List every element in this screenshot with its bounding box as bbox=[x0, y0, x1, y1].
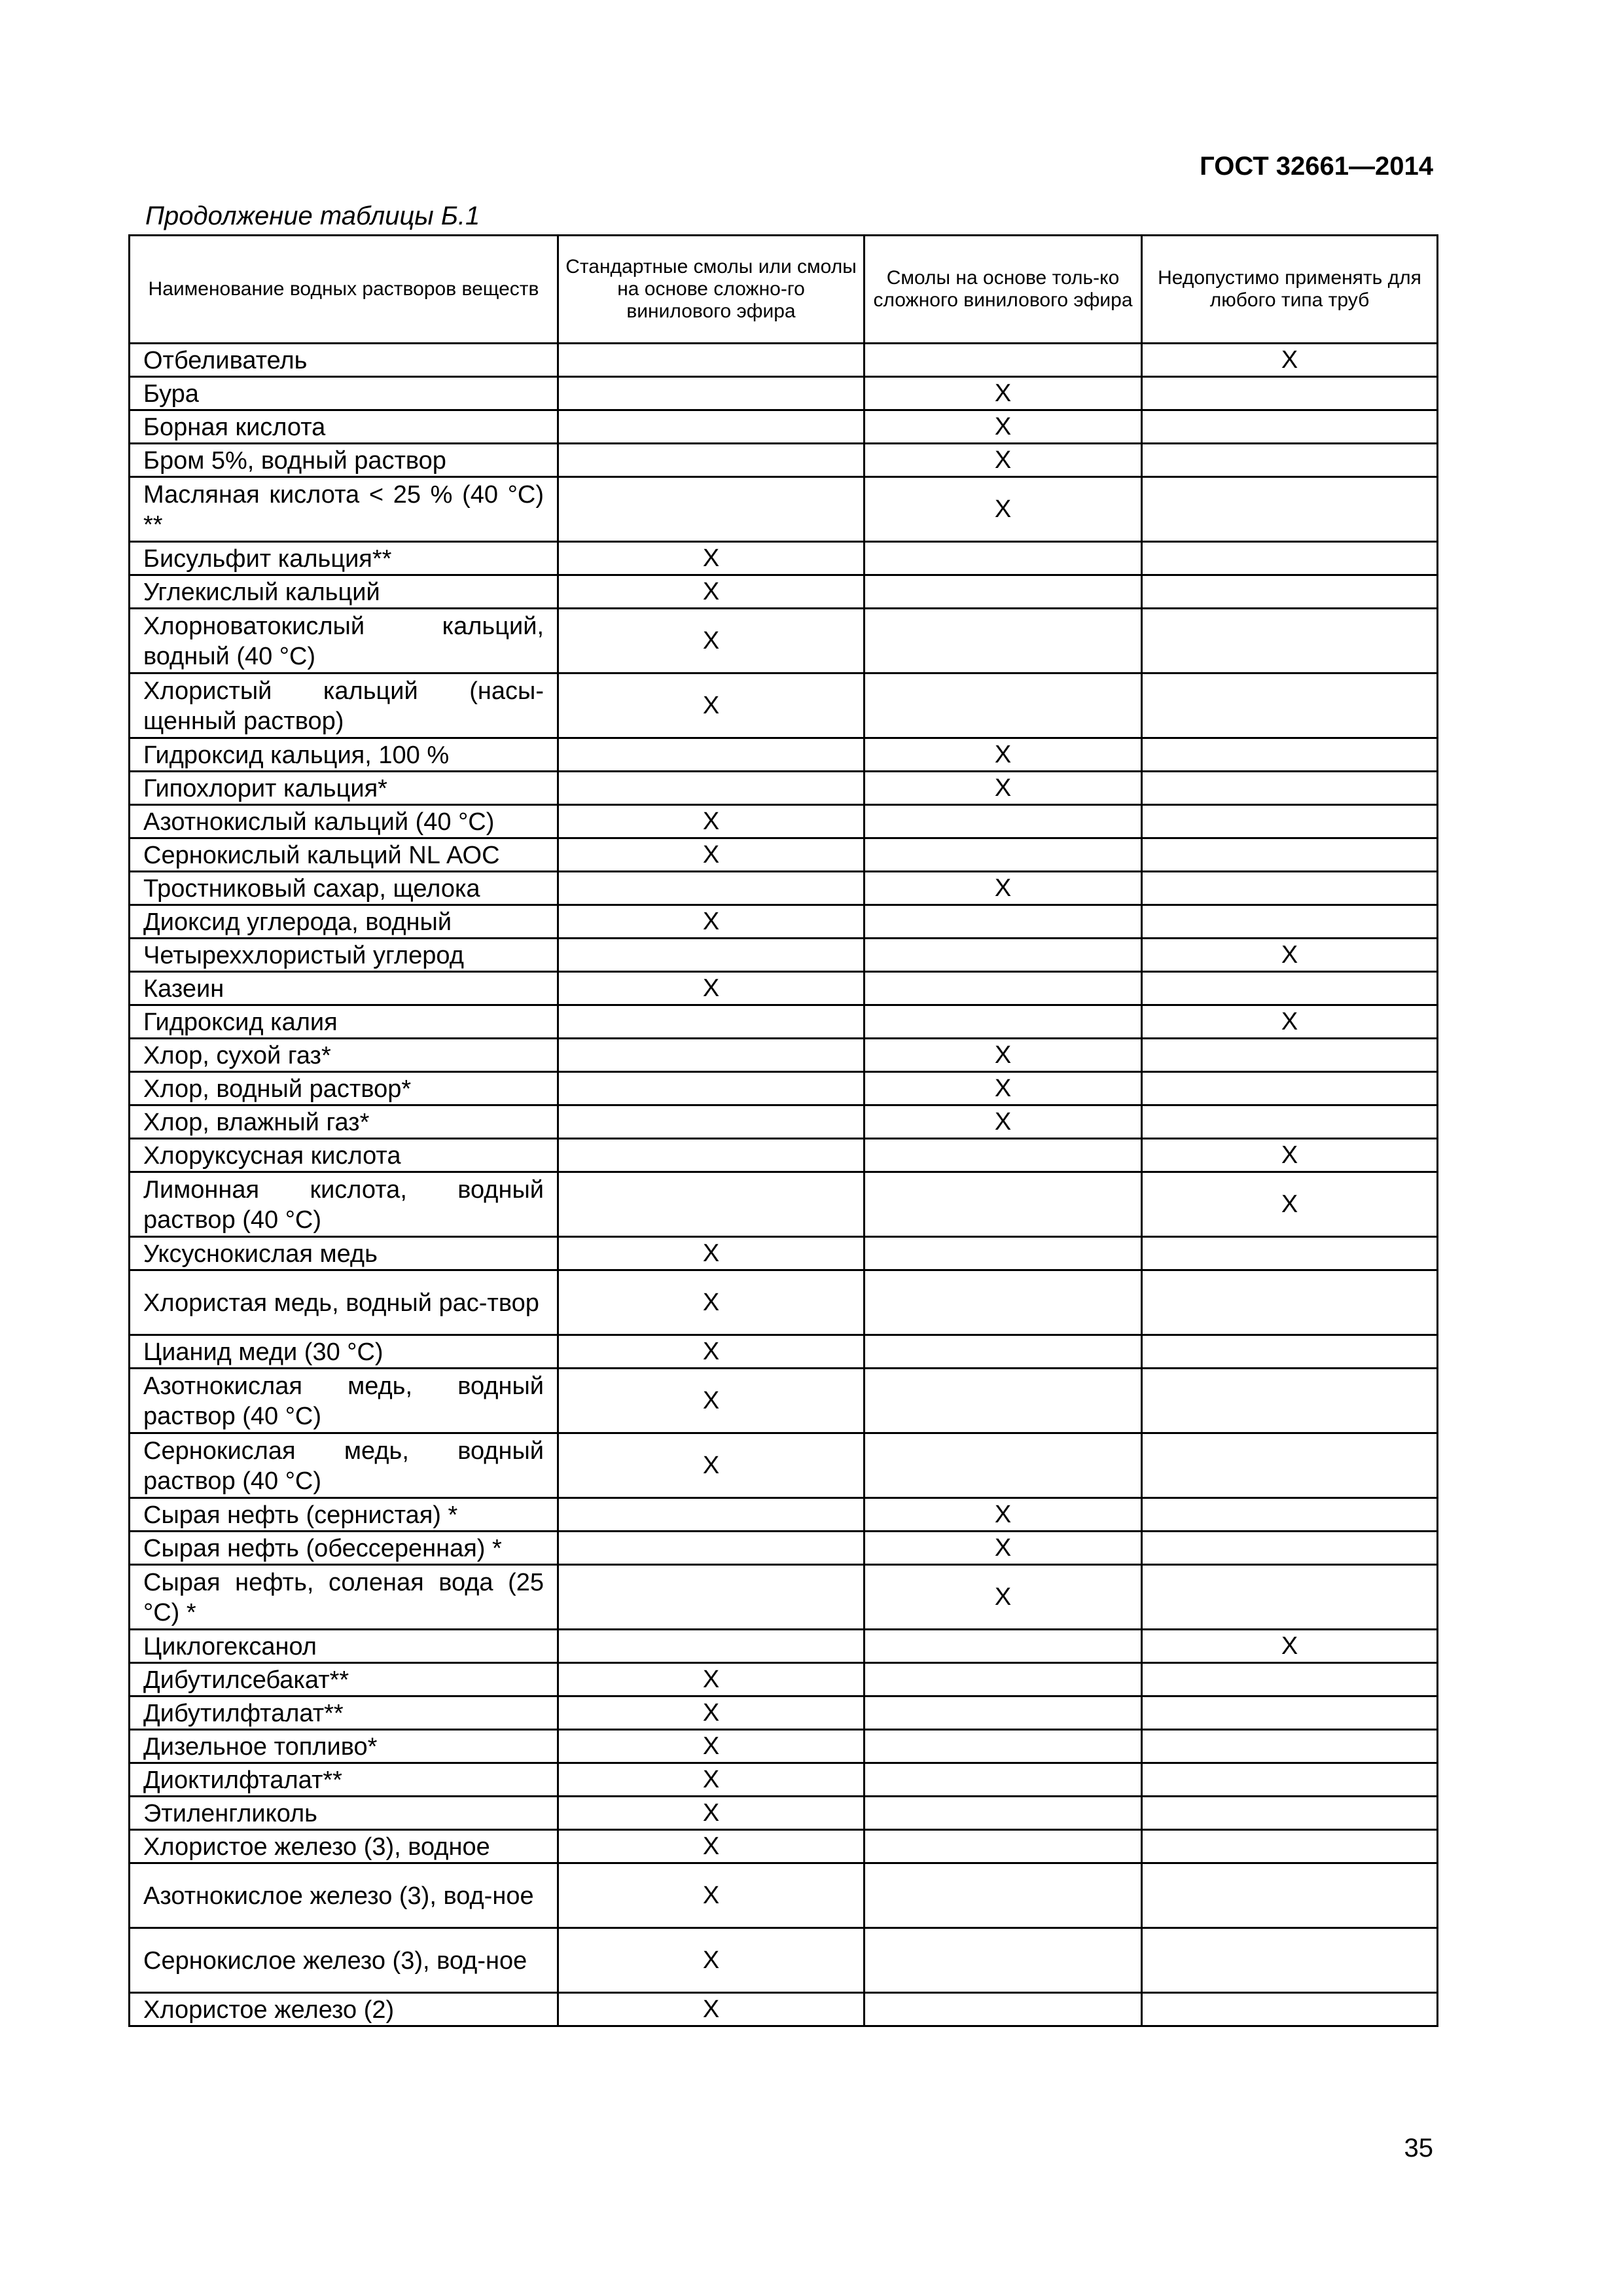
substance-name-cell: Лимонная кислота, водный раствор (40 °С) bbox=[130, 1172, 558, 1237]
table-row bbox=[130, 1172, 1438, 1237]
vinyl-ester-resins-cell bbox=[865, 1369, 1142, 1433]
applicability-mark: X bbox=[994, 495, 1012, 523]
applicability-mark: X bbox=[702, 692, 720, 719]
standard-resins-cell bbox=[558, 410, 865, 444]
standard-resins-cell bbox=[558, 377, 865, 410]
substance-name-cell: Диоктилфталат** bbox=[130, 1763, 558, 1797]
applicability-mark: X bbox=[702, 1946, 720, 1974]
not-allowed-cell bbox=[1142, 1630, 1438, 1663]
vinyl-ester-resins-cell bbox=[865, 738, 1142, 772]
applicability-mark: X bbox=[702, 808, 720, 835]
substance-name-cell: Дибутилфталат** bbox=[130, 1696, 558, 1730]
applicability-mark: X bbox=[994, 1583, 1012, 1611]
applicability-mark: X bbox=[1281, 346, 1298, 374]
table-row bbox=[130, 1696, 1438, 1730]
vinyl-ester-resins-cell bbox=[865, 1863, 1142, 1928]
vinyl-ester-resins-cell bbox=[865, 1039, 1142, 1072]
standard-resins-cell bbox=[558, 1532, 865, 1565]
table-row bbox=[130, 1433, 1438, 1498]
table-row bbox=[130, 1993, 1438, 2026]
not-allowed-cell bbox=[1142, 872, 1438, 905]
substance-name-cell: Хлористая медь, водный рас-твор bbox=[130, 1270, 558, 1335]
applicability-mark: X bbox=[702, 1699, 720, 1727]
table-row bbox=[130, 1797, 1438, 1830]
standard-resins-cell bbox=[558, 772, 865, 805]
applicability-mark: X bbox=[702, 1996, 720, 2023]
vinyl-ester-resins-cell bbox=[865, 1763, 1142, 1797]
standard-resins-cell bbox=[558, 444, 865, 477]
table-row bbox=[130, 1039, 1438, 1072]
not-allowed-cell bbox=[1142, 1993, 1438, 2026]
vinyl-ester-resins-cell bbox=[865, 1928, 1142, 1993]
standard-resins-cell bbox=[558, 1433, 865, 1498]
applicability-mark: X bbox=[994, 1075, 1012, 1102]
not-allowed-cell bbox=[1142, 972, 1438, 1005]
substance-name-cell: Казеин bbox=[130, 972, 558, 1005]
header-row bbox=[130, 236, 1438, 344]
table-row bbox=[130, 905, 1438, 939]
vinyl-ester-resins-cell bbox=[865, 1498, 1142, 1532]
substance-name-cell: Гипохлорит кальция* bbox=[130, 772, 558, 805]
table-row bbox=[130, 542, 1438, 575]
table-row bbox=[130, 838, 1438, 872]
column-header-not-allowed: Недопустимо применять для любого типа труб bbox=[1142, 236, 1438, 344]
vinyl-ester-resins-cell bbox=[865, 772, 1142, 805]
substance-name-cell: Дизельное топливо* bbox=[130, 1730, 558, 1763]
applicability-mark: X bbox=[994, 1501, 1012, 1528]
not-allowed-cell bbox=[1142, 377, 1438, 410]
standard-resins-cell bbox=[558, 1139, 865, 1172]
standard-resins-cell bbox=[558, 1335, 865, 1369]
substance-name-cell: Этиленгликоль bbox=[130, 1797, 558, 1830]
substance-name-cell: Хлористый кальций (насы-щенный раствор) bbox=[130, 673, 558, 738]
applicability-mark: X bbox=[702, 1732, 720, 1760]
substance-name-cell: Гидроксид кальция, 100 % bbox=[130, 738, 558, 772]
vinyl-ester-resins-cell bbox=[865, 1139, 1142, 1172]
applicability-mark: X bbox=[702, 908, 720, 935]
table-row bbox=[130, 1763, 1438, 1797]
vinyl-ester-resins-cell bbox=[865, 1696, 1142, 1730]
substance-name-cell: Сырая нефть (сернистая) * bbox=[130, 1498, 558, 1532]
substance-name-cell: Хлор, водный раствор* bbox=[130, 1072, 558, 1105]
table-row bbox=[130, 1532, 1438, 1565]
substance-name-cell: Уксуснокислая медь bbox=[130, 1237, 558, 1270]
table-row bbox=[130, 1565, 1438, 1630]
not-allowed-cell bbox=[1142, 1369, 1438, 1433]
standard-resins-cell bbox=[558, 1830, 865, 1863]
standard-resins-cell bbox=[558, 1928, 865, 1993]
table-row bbox=[130, 1730, 1438, 1763]
applicability-mark: X bbox=[1281, 1632, 1298, 1660]
table-row bbox=[130, 444, 1438, 477]
table-row bbox=[130, 1270, 1438, 1335]
column-header-substance: Наименование водных растворов веществ bbox=[130, 236, 558, 344]
vinyl-ester-resins-cell bbox=[865, 972, 1142, 1005]
vinyl-ester-resins-cell bbox=[865, 1993, 1142, 2026]
standard-resins-cell bbox=[558, 1005, 865, 1039]
not-allowed-cell bbox=[1142, 609, 1438, 673]
vinyl-ester-resins-cell bbox=[865, 673, 1142, 738]
table-row bbox=[130, 1863, 1438, 1928]
vinyl-ester-resins-cell bbox=[865, 410, 1142, 444]
table-row bbox=[130, 1335, 1438, 1369]
applicability-mark: X bbox=[702, 1666, 720, 1693]
table-row bbox=[130, 1072, 1438, 1105]
substance-name-cell: Борная кислота bbox=[130, 410, 558, 444]
not-allowed-cell bbox=[1142, 1830, 1438, 1863]
table-row bbox=[130, 1005, 1438, 1039]
not-allowed-cell bbox=[1142, 673, 1438, 738]
applicability-mark: X bbox=[702, 578, 720, 605]
table-row bbox=[130, 1105, 1438, 1139]
table-row bbox=[130, 410, 1438, 444]
substance-name-cell: Гидроксид калия bbox=[130, 1005, 558, 1039]
vinyl-ester-resins-cell bbox=[865, 805, 1142, 838]
table-row bbox=[130, 1237, 1438, 1270]
not-allowed-cell bbox=[1142, 1433, 1438, 1498]
applicability-mark: X bbox=[702, 975, 720, 1002]
vinyl-ester-resins-cell bbox=[865, 377, 1142, 410]
standard-resins-cell bbox=[558, 609, 865, 673]
vinyl-ester-resins-cell bbox=[865, 1172, 1142, 1237]
vinyl-ester-resins-cell bbox=[865, 1630, 1142, 1663]
page-number: 35 bbox=[1404, 2134, 1433, 2162]
table-body bbox=[130, 344, 1438, 2026]
vinyl-ester-resins-cell bbox=[865, 1830, 1142, 1863]
column-header-vinyl-ester-resins: Смолы на основе толь-ко сложного винилового эфира bbox=[865, 236, 1142, 344]
applicability-mark: X bbox=[702, 1882, 720, 1909]
applicability-mark: X bbox=[702, 1833, 720, 1860]
not-allowed-cell bbox=[1142, 1335, 1438, 1369]
vinyl-ester-resins-cell bbox=[865, 542, 1142, 575]
table-row bbox=[130, 1498, 1438, 1532]
vinyl-ester-resins-cell bbox=[865, 575, 1142, 609]
not-allowed-cell bbox=[1142, 1172, 1438, 1237]
not-allowed-cell bbox=[1142, 1797, 1438, 1830]
vinyl-ester-resins-cell bbox=[865, 872, 1142, 905]
substance-name-cell: Азотнокислый кальций (40 °С) bbox=[130, 805, 558, 838]
not-allowed-cell bbox=[1142, 1072, 1438, 1105]
applicability-mark: X bbox=[702, 1289, 720, 1316]
vinyl-ester-resins-cell bbox=[865, 344, 1142, 377]
table-caption: Продолжение таблицы Б.1 bbox=[145, 202, 480, 230]
standard-resins-cell bbox=[558, 1237, 865, 1270]
applicability-mark: X bbox=[994, 874, 1012, 902]
table-row bbox=[130, 1139, 1438, 1172]
not-allowed-cell bbox=[1142, 939, 1438, 972]
standard-resins-cell bbox=[558, 1369, 865, 1433]
vinyl-ester-resins-cell bbox=[865, 939, 1142, 972]
not-allowed-cell bbox=[1142, 1039, 1438, 1072]
standard-resins-cell bbox=[558, 1797, 865, 1830]
not-allowed-cell bbox=[1142, 1928, 1438, 1993]
table-row bbox=[130, 772, 1438, 805]
substance-name-cell: Цианид меди (30 °С) bbox=[130, 1335, 558, 1369]
not-allowed-cell bbox=[1142, 1270, 1438, 1335]
not-allowed-cell bbox=[1142, 905, 1438, 939]
table-row bbox=[130, 1663, 1438, 1696]
standard-resins-cell bbox=[558, 1863, 865, 1928]
not-allowed-cell bbox=[1142, 1763, 1438, 1797]
applicability-mark: X bbox=[1281, 1141, 1298, 1169]
substance-name-cell: Бром 5%, водный раствор bbox=[130, 444, 558, 477]
table-row bbox=[130, 673, 1438, 738]
table-row bbox=[130, 738, 1438, 772]
standard-resins-cell bbox=[558, 1763, 865, 1797]
applicability-mark: X bbox=[702, 1240, 720, 1267]
standard-resins-cell bbox=[558, 575, 865, 609]
table-row bbox=[130, 1830, 1438, 1863]
substance-name-cell: Хлористое железо (2) bbox=[130, 1993, 558, 2026]
vinyl-ester-resins-cell bbox=[865, 1433, 1142, 1498]
vinyl-ester-resins-cell bbox=[865, 1797, 1142, 1830]
table-row bbox=[130, 939, 1438, 972]
vinyl-ester-resins-cell bbox=[865, 444, 1142, 477]
applicability-mark: X bbox=[702, 1338, 720, 1365]
not-allowed-cell bbox=[1142, 1663, 1438, 1696]
table-row bbox=[130, 609, 1438, 673]
not-allowed-cell bbox=[1142, 575, 1438, 609]
substance-name-cell: Сырая нефть, соленая вода (25 °С) * bbox=[130, 1565, 558, 1630]
vinyl-ester-resins-cell bbox=[865, 838, 1142, 872]
applicability-mark: X bbox=[994, 380, 1012, 407]
substance-name-cell: Дибутилсебакат** bbox=[130, 1663, 558, 1696]
applicability-mark: X bbox=[994, 741, 1012, 768]
standard-resins-cell bbox=[558, 738, 865, 772]
substance-name-cell: Диоксид углерода, водный bbox=[130, 905, 558, 939]
standard-resins-cell bbox=[558, 1172, 865, 1237]
standard-resins-cell bbox=[558, 905, 865, 939]
table-row bbox=[130, 575, 1438, 609]
table-row bbox=[130, 1928, 1438, 1993]
table-row bbox=[130, 872, 1438, 905]
standard-resins-cell bbox=[558, 1105, 865, 1139]
standard-resins-cell bbox=[558, 1565, 865, 1630]
standard-resins-cell bbox=[558, 1730, 865, 1763]
substance-name-cell: Хлор, влажный газ* bbox=[130, 1105, 558, 1139]
not-allowed-cell bbox=[1142, 1105, 1438, 1139]
table-row bbox=[130, 477, 1438, 542]
applicability-mark: X bbox=[1281, 941, 1298, 969]
standard-resins-cell bbox=[558, 972, 865, 1005]
table-row bbox=[130, 344, 1438, 377]
vinyl-ester-resins-cell bbox=[865, 609, 1142, 673]
applicability-mark: X bbox=[702, 1799, 720, 1827]
substance-name-cell: Сернокислое железо (3), вод-ное bbox=[130, 1928, 558, 1993]
vinyl-ester-resins-cell bbox=[865, 1005, 1142, 1039]
not-allowed-cell bbox=[1142, 477, 1438, 542]
substance-name-cell: Хлор, сухой газ* bbox=[130, 1039, 558, 1072]
standard-resins-cell bbox=[558, 1663, 865, 1696]
not-allowed-cell bbox=[1142, 1730, 1438, 1763]
not-allowed-cell bbox=[1142, 1565, 1438, 1630]
applicability-mark: X bbox=[702, 545, 720, 572]
not-allowed-cell bbox=[1142, 1498, 1438, 1532]
standard-resins-cell bbox=[558, 872, 865, 905]
substance-name-cell: Циклогексанол bbox=[130, 1630, 558, 1663]
applicability-mark: X bbox=[994, 446, 1012, 474]
not-allowed-cell bbox=[1142, 1005, 1438, 1039]
vinyl-ester-resins-cell bbox=[865, 1072, 1142, 1105]
substance-name-cell: Хлоруксусная кислота bbox=[130, 1139, 558, 1172]
applicability-mark: X bbox=[994, 774, 1012, 802]
table-row bbox=[130, 805, 1438, 838]
applicability-mark: X bbox=[1281, 1191, 1298, 1218]
substance-name-cell: Масляная кислота < 25 % (40 °С) ** bbox=[130, 477, 558, 542]
table-row bbox=[130, 972, 1438, 1005]
standard-resins-cell bbox=[558, 1630, 865, 1663]
standard-resins-cell bbox=[558, 1696, 865, 1730]
standard-resins-cell bbox=[558, 838, 865, 872]
vinyl-ester-resins-cell bbox=[865, 1237, 1142, 1270]
substance-name-cell: Азотнокислое железо (3), вод-ное bbox=[130, 1863, 558, 1928]
applicability-mark: X bbox=[1281, 1008, 1298, 1035]
standard-resins-cell bbox=[558, 477, 865, 542]
substance-name-cell: Хлорноватокислый кальций, водный (40 °С) bbox=[130, 609, 558, 673]
not-allowed-cell bbox=[1142, 838, 1438, 872]
not-allowed-cell bbox=[1142, 542, 1438, 575]
substance-name-cell: Сернокислая медь, водный раствор (40 °С) bbox=[130, 1433, 558, 1498]
standard-resins-cell bbox=[558, 939, 865, 972]
standard-resins-cell bbox=[558, 1039, 865, 1072]
not-allowed-cell bbox=[1142, 1532, 1438, 1565]
applicability-mark: X bbox=[702, 627, 720, 655]
substance-name-cell: Тростниковый сахар, щелока bbox=[130, 872, 558, 905]
not-allowed-cell bbox=[1142, 805, 1438, 838]
standard-resins-cell bbox=[558, 1498, 865, 1532]
not-allowed-cell bbox=[1142, 772, 1438, 805]
vinyl-ester-resins-cell bbox=[865, 1565, 1142, 1630]
vinyl-ester-resins-cell bbox=[865, 1105, 1142, 1139]
resistance-table-container bbox=[128, 234, 1436, 2027]
standard-resins-cell bbox=[558, 344, 865, 377]
not-allowed-cell bbox=[1142, 1863, 1438, 1928]
substance-name-cell: Азотнокислая медь, водный раствор (40 °С) bbox=[130, 1369, 558, 1433]
substance-name-cell: Бисульфит кальция** bbox=[130, 542, 558, 575]
standard-resins-cell bbox=[558, 1072, 865, 1105]
not-allowed-cell bbox=[1142, 410, 1438, 444]
not-allowed-cell bbox=[1142, 344, 1438, 377]
vinyl-ester-resins-cell bbox=[865, 1663, 1142, 1696]
substance-name-cell: Четыреххлористый углерод bbox=[130, 939, 558, 972]
not-allowed-cell bbox=[1142, 738, 1438, 772]
applicability-mark: X bbox=[994, 1041, 1012, 1069]
standard-resins-cell bbox=[558, 1270, 865, 1335]
standard-resins-cell bbox=[558, 673, 865, 738]
applicability-mark: X bbox=[994, 1534, 1012, 1562]
applicability-mark: X bbox=[994, 413, 1012, 440]
table-header bbox=[130, 236, 1438, 344]
standard-resins-cell bbox=[558, 805, 865, 838]
substance-name-cell: Бура bbox=[130, 377, 558, 410]
applicability-mark: X bbox=[702, 841, 720, 869]
not-allowed-cell bbox=[1142, 1696, 1438, 1730]
substance-name-cell: Углекислый кальций bbox=[130, 575, 558, 609]
applicability-mark: X bbox=[702, 1766, 720, 1793]
substance-name-cell: Хлористое железо (3), водное bbox=[130, 1830, 558, 1863]
vinyl-ester-resins-cell bbox=[865, 1335, 1142, 1369]
applicability-mark: X bbox=[702, 1387, 720, 1414]
vinyl-ester-resins-cell bbox=[865, 1270, 1142, 1335]
not-allowed-cell bbox=[1142, 1139, 1438, 1172]
substance-name-cell: Сырая нефть (обессеренная) * bbox=[130, 1532, 558, 1565]
not-allowed-cell bbox=[1142, 444, 1438, 477]
vinyl-ester-resins-cell bbox=[865, 1532, 1142, 1565]
table-row bbox=[130, 1630, 1438, 1663]
table-row bbox=[130, 377, 1438, 410]
not-allowed-cell bbox=[1142, 1237, 1438, 1270]
substance-name-cell: Сернокислый кальций NL АОС bbox=[130, 838, 558, 872]
standard-resins-cell bbox=[558, 542, 865, 575]
applicability-mark: X bbox=[702, 1452, 720, 1479]
vinyl-ester-resins-cell bbox=[865, 477, 1142, 542]
vinyl-ester-resins-cell bbox=[865, 905, 1142, 939]
vinyl-ester-resins-cell bbox=[865, 1730, 1142, 1763]
table-row bbox=[130, 1369, 1438, 1433]
chemical-resistance-table bbox=[128, 234, 1438, 2027]
column-header-standard-resins: Стандартные смолы или смолы на основе сложно-го винилового эфира bbox=[558, 236, 865, 344]
document-code: ГОСТ 32661—2014 bbox=[1200, 152, 1433, 181]
applicability-mark: X bbox=[994, 1108, 1012, 1136]
standard-resins-cell bbox=[558, 1993, 865, 2026]
substance-name-cell: Отбеливатель bbox=[130, 344, 558, 377]
